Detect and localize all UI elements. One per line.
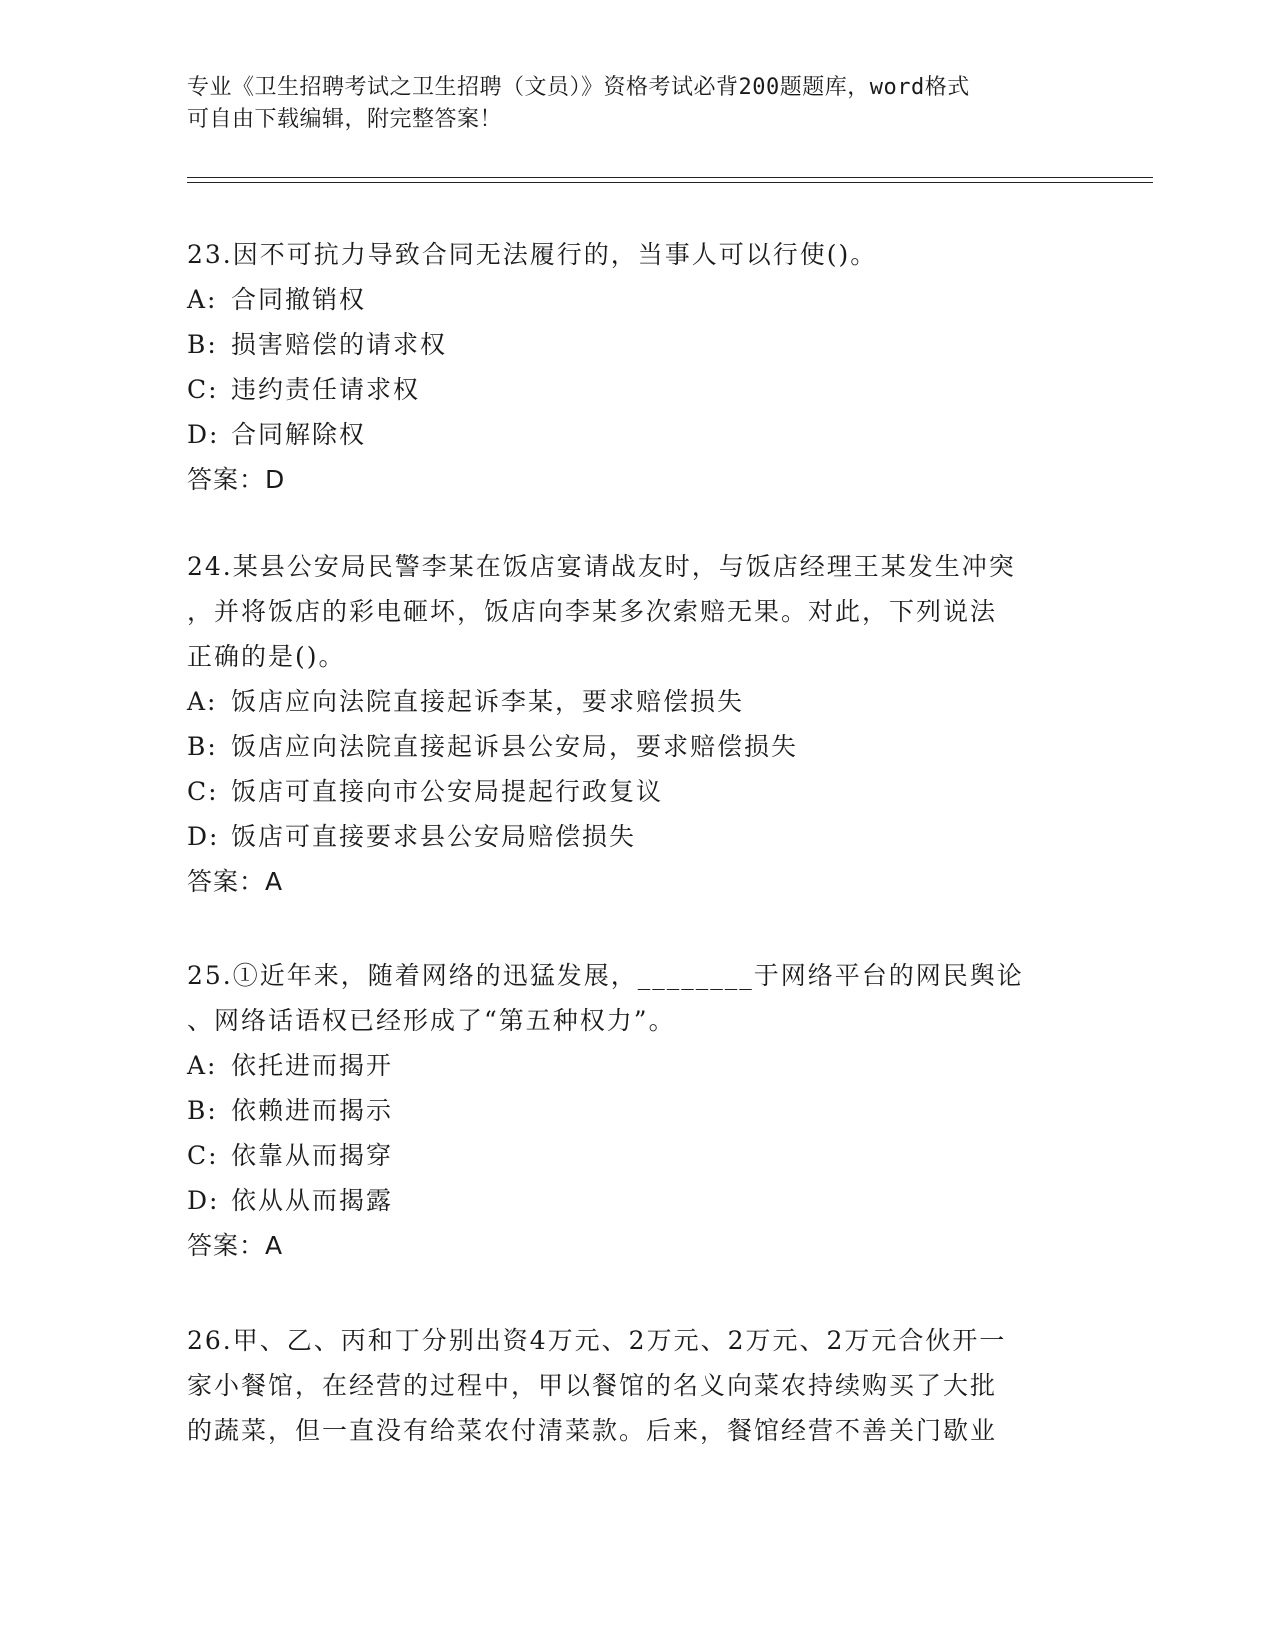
option-b: B: 饭店应向法院直接起诉县公安局，要求赔偿损失 [187, 732, 799, 761]
question-23 [187, 232, 1087, 502]
question-stem-line: 正确的是()。 [187, 642, 346, 671]
option-d: D: 依从从而揭露 [187, 1186, 394, 1215]
option-c: C: 依靠从而揭穿 [187, 1141, 394, 1170]
question-stem-line: 25.①近年来，随着网络的迅猛发展，________于网络平台的网民舆论 [187, 961, 1024, 990]
question-stem-line: 23.因不可抗力导致合同无法履行的，当事人可以行使()。 [187, 240, 878, 269]
option-c: C: 违约责任请求权 [187, 375, 421, 404]
header-line-2: 可自由下载编辑，附完整答案！ [187, 107, 503, 132]
question-stem-line: ，并将饭店的彩电砸坏，饭店向李某多次索赔无果。对此，下列说法 [187, 597, 998, 626]
answer-text: 答案：A [187, 1231, 284, 1260]
header-divider-top [187, 177, 1153, 178]
question-25 [187, 953, 1087, 1268]
question-stem-line: 、网络话语权已经形成了“第五种权力”。 [187, 1006, 676, 1035]
option-a: A: 依托进而揭开 [187, 1051, 394, 1080]
option-d: D: 饭店可直接要求县公安局赔偿损失 [187, 822, 637, 851]
question-stem-line: 26.甲、乙、丙和丁分别出资4万元、2万元、2万元、2万元合伙开一 [187, 1326, 1007, 1355]
question-stem-line: 的蔬菜，但一直没有给菜农付清菜款。后来，餐馆经营不善关门歇业 [187, 1416, 998, 1445]
question-24 [187, 544, 1087, 904]
option-b: B: 依赖进而揭示 [187, 1096, 394, 1125]
question-26 [187, 1318, 1087, 1453]
answer-text: 答案：D [187, 465, 286, 494]
option-a: A: 饭店应向法院直接起诉李某，要求赔偿损失 [187, 687, 745, 716]
document-header [187, 72, 1067, 136]
answer-text: 答案：A [187, 867, 284, 896]
header-line-1: 专业《卫生招聘考试之卫生招聘（文员）》资格考试必背200题题库，word格式 [187, 75, 970, 100]
option-a: A: 合同撤销权 [187, 285, 367, 314]
option-b: B: 损害赔偿的请求权 [187, 330, 448, 359]
question-stem-line: 24.某县公安局民警李某在饭店宴请战友时，与饭店经理王某发生冲突 [187, 552, 1016, 581]
question-stem-line: 家小餐馆，在经营的过程中，甲以餐馆的名义向菜农持续购买了大批 [187, 1371, 998, 1400]
option-d: D: 合同解除权 [187, 420, 367, 449]
option-c: C: 饭店可直接向市公安局提起行政复议 [187, 777, 664, 806]
header-divider-bottom [187, 182, 1153, 183]
